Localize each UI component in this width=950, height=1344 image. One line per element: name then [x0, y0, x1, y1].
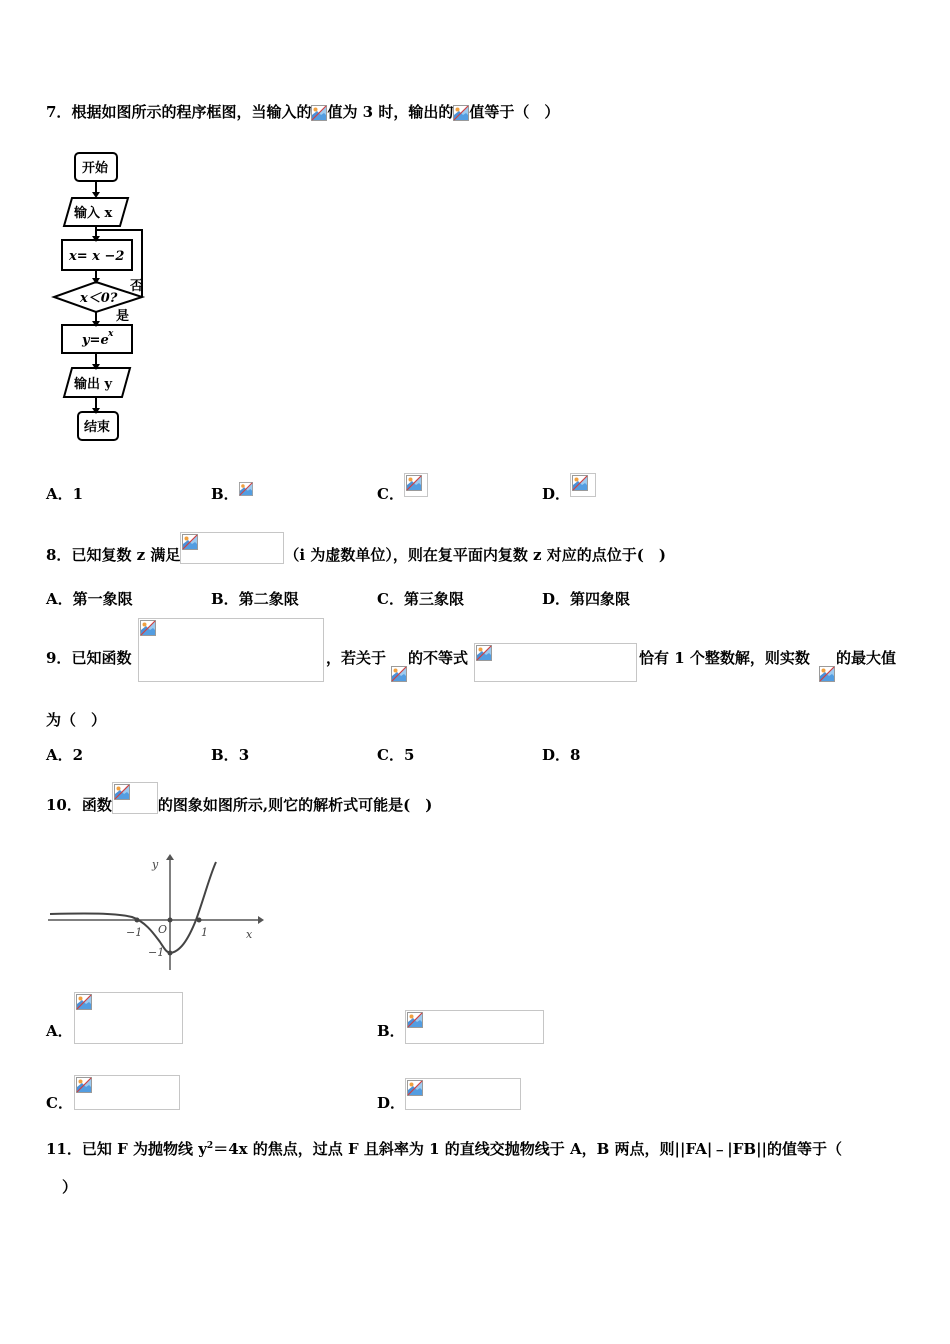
- q9-option-a[interactable]: A．2: [46, 746, 84, 764]
- graph-y-label: y: [152, 858, 159, 871]
- q9-a-image-icon: [819, 666, 835, 682]
- q7-x-image-icon: [311, 105, 327, 121]
- flow-start-label: 开始: [82, 161, 109, 176]
- graph-root-neg1: [135, 918, 140, 923]
- graph-origin-label: O: [158, 923, 168, 936]
- q7-option-b-image-icon: [239, 482, 253, 496]
- broken-image-icon: [182, 534, 198, 550]
- q9-inequality-image: [474, 643, 637, 682]
- q7-option-a[interactable]: A．1: [46, 485, 84, 503]
- q9-stem-e: 的最大值: [836, 649, 897, 667]
- flow-input-label: 输入 x: [74, 206, 113, 221]
- flow-yes-label: 是: [116, 309, 130, 324]
- q10-graph: [46, 850, 266, 975]
- q7-option-d-image: [570, 473, 596, 497]
- q9-stem-c: 的不等式: [408, 649, 469, 667]
- q8-stem: 8．已知复数 z 满足 （i 为虚数单位），则在复平面内复数 z 对应的点位于( ): [46, 540, 666, 572]
- q7-number: 7．: [46, 103, 72, 121]
- broken-image-icon: [406, 475, 422, 491]
- flow-cond-label: x＜0?: [80, 291, 118, 306]
- q10-function-image: [112, 782, 158, 814]
- flow-assign-label: x= x −2: [69, 249, 125, 264]
- broken-image-icon: [407, 1012, 423, 1028]
- q7-stem: [46, 101, 559, 122]
- broken-image-icon: [76, 994, 92, 1010]
- q9-stem-f: 为（ ）: [46, 711, 107, 729]
- graph-origin-point: [168, 918, 173, 923]
- flow-compute-label: y=e: [82, 333, 109, 348]
- q10-option-b[interactable]: B．: [377, 1022, 405, 1040]
- graph-tick-neg1: −1: [126, 926, 143, 939]
- q9-option-c[interactable]: C．5: [377, 746, 415, 764]
- graph-tick-y-neg1: −1: [148, 946, 165, 959]
- flow-output-label: 输出 y: [74, 377, 113, 392]
- q8-option-a[interactable]: A．第一象限: [46, 590, 133, 608]
- graph-curve: [50, 862, 216, 953]
- q7-text-a: 根据如图所示的程序框图，当输入的: [71, 103, 312, 121]
- q9-function-image: [138, 618, 324, 682]
- q9-option-d[interactable]: D．8: [542, 746, 581, 764]
- broken-image-icon: [140, 620, 156, 636]
- q7-text-c: 值等于（ ）: [469, 103, 560, 121]
- q9-option-b[interactable]: B．3: [211, 746, 250, 764]
- q8-option-c[interactable]: C．第三象限: [377, 590, 464, 608]
- broken-image-icon: [114, 784, 130, 800]
- flow-end-label: 结束: [84, 420, 111, 435]
- q10-option-c-image: [74, 1075, 180, 1110]
- graph-root-1: [197, 918, 202, 923]
- q8-option-b[interactable]: B．第二象限: [211, 590, 299, 608]
- q7-option-d[interactable]: D．: [542, 483, 596, 507]
- q7-option-c-image: [404, 473, 428, 497]
- q10-option-c[interactable]: C．: [46, 1094, 73, 1112]
- q10-option-d-image: [405, 1078, 521, 1110]
- graph-y-intercept: [168, 951, 173, 956]
- broken-image-icon: [76, 1077, 92, 1093]
- graph-x-label: x: [246, 928, 253, 941]
- broken-image-icon: [407, 1080, 423, 1096]
- q11-stem: 11．已知 F 为抛物线 $y^2=4x$ 的焦点，过点 F 且斜率为 1 的直线交抛物线于 A，B 两点，则||FA|﹣|FB||的值等于（: [46, 1140, 843, 1158]
- q10-option-a-image: [74, 992, 183, 1044]
- q7-flowchart: [50, 150, 150, 445]
- graph-tick-1: 1: [201, 926, 208, 939]
- flow-compute-sup: x: [108, 329, 114, 339]
- flow-no-label: 否: [130, 279, 144, 294]
- q9-stem-b: ，若关于: [326, 649, 387, 667]
- q9-stem-d: 恰有 1 个整数解，则实数: [639, 649, 810, 667]
- q8-formula-image: [180, 532, 284, 564]
- q10-option-a[interactable]: A．: [46, 1022, 73, 1040]
- q9-stem-number-text: 9．已知函数: [46, 649, 132, 667]
- q7-option-c[interactable]: C．: [377, 483, 428, 507]
- q7-option-b[interactable]: B．: [211, 483, 253, 504]
- broken-image-icon: [476, 645, 492, 661]
- q10-option-d[interactable]: D．: [377, 1094, 406, 1112]
- q7-y-image-icon: [453, 105, 469, 121]
- q10-option-b-image: [405, 1010, 544, 1044]
- q8-option-d[interactable]: D．第四象限: [542, 590, 631, 608]
- q9-x-image-icon: [391, 666, 407, 682]
- broken-image-icon: [572, 475, 588, 491]
- q7-text-b: 值为 3 时，输出的: [327, 103, 454, 121]
- q11-stem-end: ）: [62, 1178, 78, 1196]
- q10-stem: 10．函数 的图象如图所示,则它的解析式可能是( ): [46, 790, 432, 822]
